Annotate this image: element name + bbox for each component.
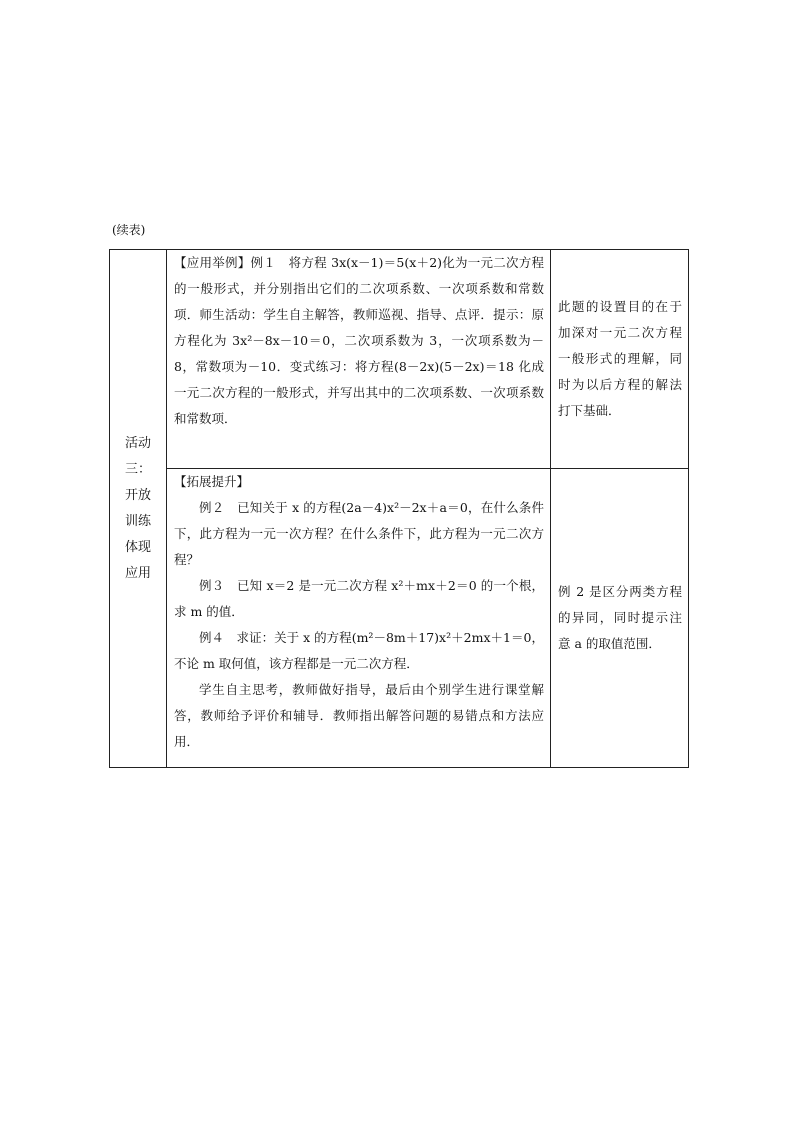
extension-heading: 【拓展提升】	[174, 474, 250, 489]
purpose-cell-2	[551, 469, 689, 768]
purpose-text-2: 例 2 是区分两类方程的异同，同时提示注意 a 的取值范围．	[558, 584, 682, 651]
teaching-note-text: 学生自主思考，教师做好指导，最后由个别学生进行课堂解答，教师给予评价和辅导．教师指出解答问题的易错点和方法应用．	[174, 682, 544, 749]
content-cell-extension	[167, 469, 551, 768]
table-row	[110, 250, 689, 469]
lesson-table	[109, 249, 689, 768]
purpose-text-1: 此题的设置目的在于加深对一元二次方程一般形式的理解，同时为以后方程的解法打下基础．	[558, 299, 682, 418]
table-caption: (续表)	[112, 223, 146, 237]
example-2-text: 例２ 已知关于 x 的方程(2a－4)x²－2x＋a＝0，在什么条件下，此方程为一元一次方程？在什么条件下，此方程为一元二次方程？	[174, 500, 544, 567]
application-example-text: 【应用举例】例１ 将方程 3x(x－1)＝5(x＋2)化为一元二次方程的一般形式，并分别指出它们的二次项系数、一次项系数和常数项．师生活动：学生自主解答，教师巡视、指导、点评．提示：原方程化为 3x²－8x－10＝0，二次项系数为 3，一次项系数为－8，常数项为－10．变式练习：将方程(8－2x)(5－2x)＝18 化成一元二次方程的一般形式，并写出其中的二次项系数、一次项系数和常数项．	[174, 255, 544, 426]
table-row	[110, 469, 689, 768]
example-4-text: 例４ 求证：关于 x 的方程(m²－8m＋17)x²＋2mx＋1＝0，不论 m 取何值，该方程都是一元二次方程．	[174, 630, 544, 671]
example-3-text: 例３ 已知 x＝2 是一元二次方程 x²＋mx＋2＝0 的一个根，求 m 的值．	[174, 578, 544, 619]
activity-cell	[110, 250, 167, 768]
content-cell-application-example	[167, 250, 551, 469]
purpose-cell-1	[551, 250, 689, 469]
activity-label: 活动三：开放训练体现应用	[124, 435, 151, 581]
